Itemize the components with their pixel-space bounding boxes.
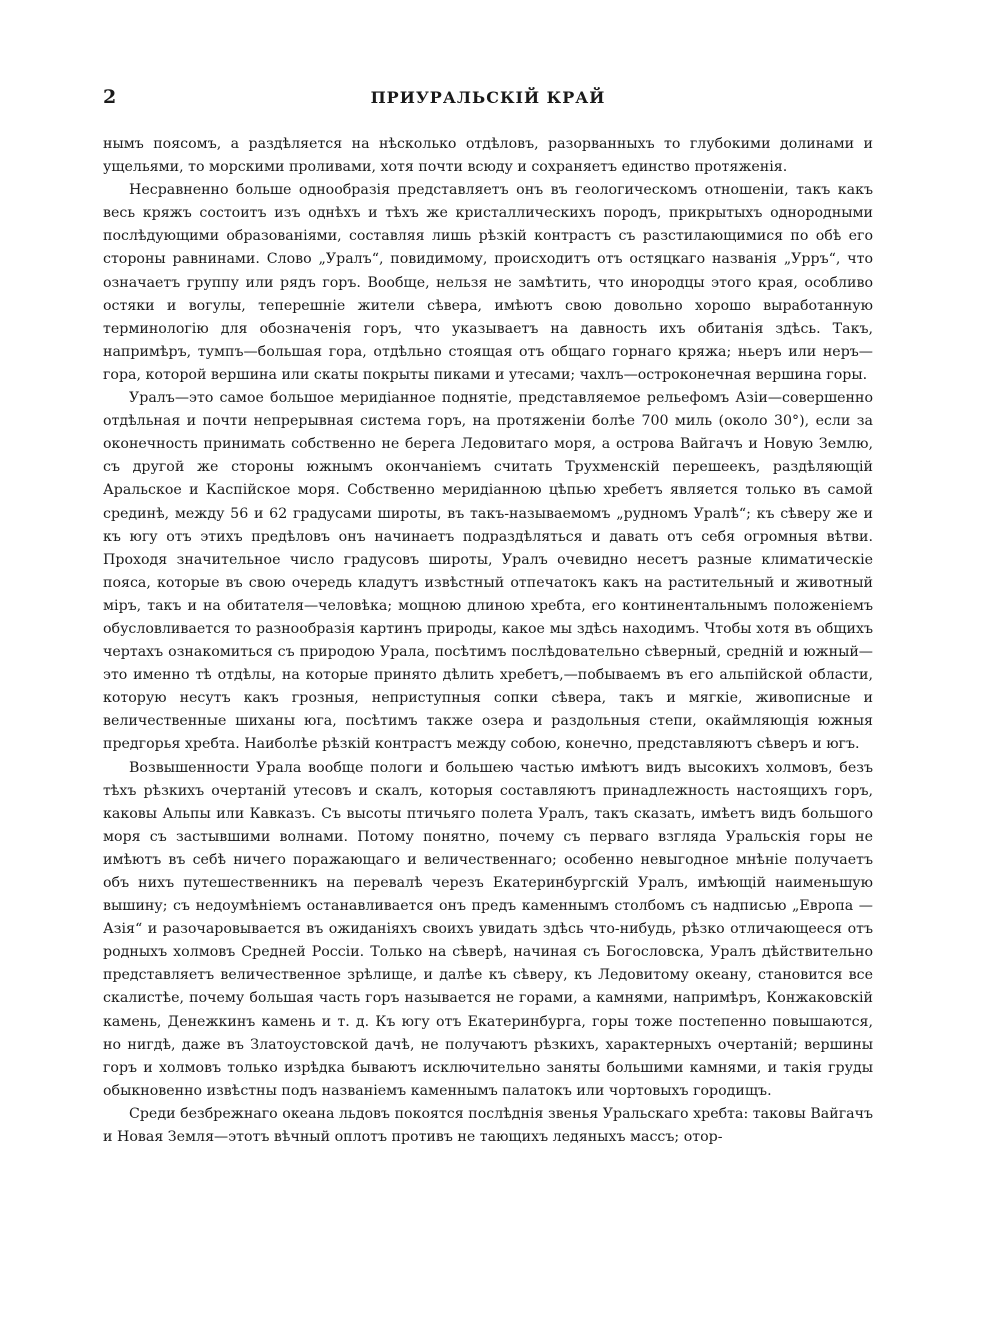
paragraph-continuation: нымъ поясомъ, а раздѣляется на нѣсколько отдѣловъ, разорванныхъ то глубокими долинами и ущельями, то морскими проливами, хотя почти всюду и сохраняетъ единство протяженія. [103,136,873,176]
running-title: ПРИУРАЛЬСКІЙ КРАЙ [370,88,606,107]
paragraph: Среди безбрежнаго океана льдовъ покоятся послѣднія звенья Уральскаго хребта: таковы Вайгачъ и Новая Земля—этотъ вѣчный оплотъ противъ не тающихъ ледяныхъ массъ; отор- [103,1105,873,1146]
paragraph: Возвышенности Урала вообще пологи и большею частью имѣютъ видъ высокихъ холмовъ, безъ тѣхъ рѣзкихъ очертаній утесовъ и скалъ, которыя составляютъ принадлежность настоящихъ горъ, каковы Альпы или Кавказъ. Съ высоты птичьяго полета Уралъ, такъ сказать, имѣетъ видъ большого моря съ застывшими волнами. Потому понятно, почему съ перваго взгляда Уральскія горы не имѣютъ въ себѣ ничего поражающаго и величественнаго; особенно невыгодное мнѣніе получаетъ объ нихъ путешественникъ на перевалѣ черезъ Екатеринбургскій Уралъ, имѣющій наименьшую вышину; съ недоумѣніемъ останавливается онъ предъ каменнымъ столбомъ съ надписью „Европа — Азія“ и разочаровывается въ ожиданіяхъ своихъ увидать здѣсь что-нибудь, рѣзко отличающееся отъ родныхъ холмовъ Средней Россіи. Только на сѣверѣ, начиная съ Богословска, Уралъ дѣйствительно представляетъ величественное зрѣлище, и далѣе къ сѣверу, къ Ледовитому океану, становится все скалистѣе, почему большая часть горъ называется не горами, а камнями, напримѣръ, Конжаковскій камень, Денежкинъ камень и т. д. Къ югу отъ Екатеринбурга, горы тоже постепенно повышаются, но нигдѣ, даже въ Златоустовской дачѣ, не получаютъ рѣзкихъ, характерныхъ очертаній; вершины горъ и холмовъ только изрѣдка бываютъ исключительно заняты большими камнями, и такія груды обыкновенно извѣстны подъ названіемъ каменнымъ палатокъ или чортовыхъ городищъ. [103,759,873,1099]
page-number: 2 [103,86,117,108]
page-header [103,86,873,116]
paragraph: Уралъ—это самое большое меридіанное поднятіе, представляемое рельефомъ Азіи—совершенно отдѣльная и почти непрерывная система горъ, на протяженіи болѣе 700 миль (около 30°), если за оконечность принимать собственно не берега Ледовитаго моря, а острова Вайгачъ и Новую Землю, съ другой же стороны южнымъ окончаніемъ считать Трухменскій перешеекъ, раздѣляющій Аральское и Каспійское моря. Собственно меридіанною цѣпью хребетъ является только въ самой срединѣ, между 56 и 62 градусами широты, въ такъ-называемомъ „рудномъ Уралѣ“; къ сѣверу же и къ югу отъ этихъ предѣловъ онъ начинаетъ подраздѣляться и давать отъ себя огромныя вѣтви. Проходя значительное число градусовъ широты, Уралъ очевидно несетъ разные климатическіе пояса, которые въ свою очередь кладутъ извѣстный отпечатокъ какъ на растительный и животный міръ, такъ и на обитателя—человѣка; мощною длиною хребта, его континентальнымъ положеніемъ обусловливается то разнообразія картинъ природы, какое мы здѣсь находимъ. Чтобы хотя въ общихъ чертахъ ознакомиться съ природою Урала, посѣтимъ послѣдовательно сѣверный, средній и южный—это именно тѣ отдѣлы, на которые принято дѣлить хребетъ,—побываемъ въ его альпійской области, которую несутъ какъ грозныя, неприступныя сопки сѣвера, такъ и мягкіе, живописные и величественные шиханы юга, посѣтимъ также озера и раздольныя степи, окаймляющія южныя предгорья хребта. Наиболѣе рѣзкій контрастъ между собою, конечно, представляютъ сѣверъ и югъ. [103,390,873,753]
body-text [103,133,873,1149]
paragraph: Несравненно больше однообразія представляетъ онъ въ геологическомъ отношеніи, такъ какъ весь кряжъ состоитъ изъ однѣхъ и тѣхъ же кристаллическихъ породъ, прикрытыхъ однородными послѣдующими образованіями, составляя лишь рѣзкій контрастъ съ разстилающимися по обѣ его стороны равнинами. Слово „Уралъ“, повидимому, происходитъ отъ остяцкаго названія „Урръ“, что означаетъ группу или рядъ горъ. Вообще, нельзя не замѣтить, что инородцы этого края, особливо остяки и вогулы, теперешніе жители сѣвера, имѣютъ свою довольно хорошо выработанную терминологію для обозначенія горъ, что указываетъ на давность ихъ обитанія здѣсь. Такъ, напримѣръ, тумпъ—большая гора, отдѣльно стоящая отъ общаго горнаго кряжа; ньеръ или неръ—гора, которой вершина или скаты покрыты пиками и утесами; чахлъ—остроконечная вершина горы. [103,182,873,383]
